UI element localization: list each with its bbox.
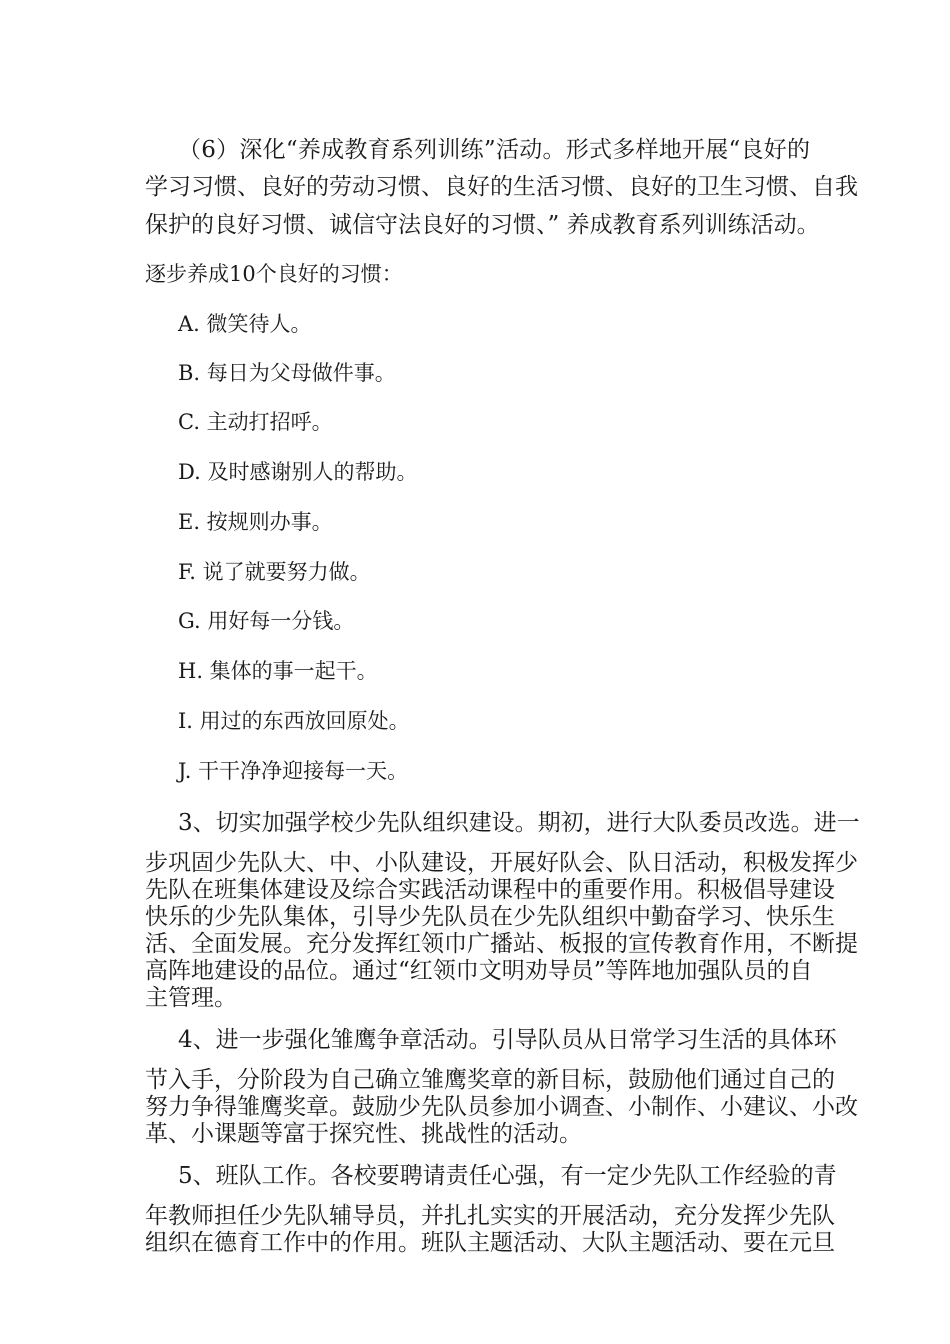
para3-line-1: 3、切实加强学校少先队组织建设。期初，进行大队委员改选。进一 <box>178 810 860 836</box>
para3-line-3: 先队在班集体建设及综合实践活动课程中的重要作用。积极倡导建设 <box>145 877 835 903</box>
para3-line-2: 步巩固少先队大、中、小队建设，开展好队会、队日活动，积极发挥少 <box>145 850 858 876</box>
habits-intro: 逐步养成10个良好的习惯： <box>145 262 403 286</box>
para6-line-3: 保护的良好习惯、诚信守法良好的习惯、” 养成教育系列训练活动。 <box>145 212 820 238</box>
para3-line-5: 活、全面发展。充分发挥红领巾广播站、板报的宣传教育作用，不断提 <box>145 931 858 957</box>
habit-item: H. 集体的事一起干。 <box>178 659 378 683</box>
habit-item: I. 用过的东西放回原处。 <box>178 709 410 733</box>
habit-item: C. 主动打招呼。 <box>178 410 333 434</box>
para6-line-1: （6）深化“养成教育系列训练”活动。形式多样地开展“良好的 <box>178 137 810 163</box>
habit-item: E. 按规则办事。 <box>178 510 333 534</box>
habit-item: G. 用好每一分钱。 <box>178 609 355 633</box>
habit-item: A. 微笑待人。 <box>178 312 312 336</box>
para4-line-1: 4、进一步强化雏鹰争章活动。引导队员从日常学习生活的具体环 <box>178 1027 837 1053</box>
para3-line-4: 快乐的少先队集体，引导少先队员在少先队组织中勤奋学习、快乐生 <box>145 904 835 930</box>
habit-item: D. 及时感谢别人的帮助。 <box>178 460 418 484</box>
habit-item: F. 说了就要努力做。 <box>178 560 371 584</box>
para3-line-6: 高阵地建设的品位。通过“红领巾文明劝导员”等阵地加强队员的自 <box>145 958 813 984</box>
para5-line-1: 5、班队工作。各校要聘请责任心强，有一定少先队工作经验的青 <box>178 1163 837 1189</box>
para3-line-7: 主管理。 <box>145 985 237 1011</box>
habit-item: J. 干干净净迎接每一天。 <box>178 759 409 783</box>
para4-line-3: 努力争得雏鹰奖章。鼓励少先队员参加小调查、小制作、小建议、小改 <box>145 1094 858 1120</box>
para4-line-2: 节入手，分阶段为自己确立雏鹰奖章的新目标，鼓励他们通过自己的 <box>145 1067 835 1093</box>
habit-item: B. 每日为父母做件事。 <box>178 361 396 385</box>
para5-line-3: 组织在德育工作中的作用。班队主题活动、大队主题活动、要在元旦 <box>145 1230 835 1256</box>
para4-line-4: 革、小课题等富于探究性、挑战性的活动。 <box>145 1121 582 1147</box>
para6-line-2: 学习习惯、良好的劳动习惯、良好的生活习惯、良好的卫生习惯、自我 <box>145 174 858 200</box>
para5-line-2: 年教师担任少先队辅导员，并扎扎实实的开展活动，充分发挥少先队 <box>145 1203 835 1229</box>
